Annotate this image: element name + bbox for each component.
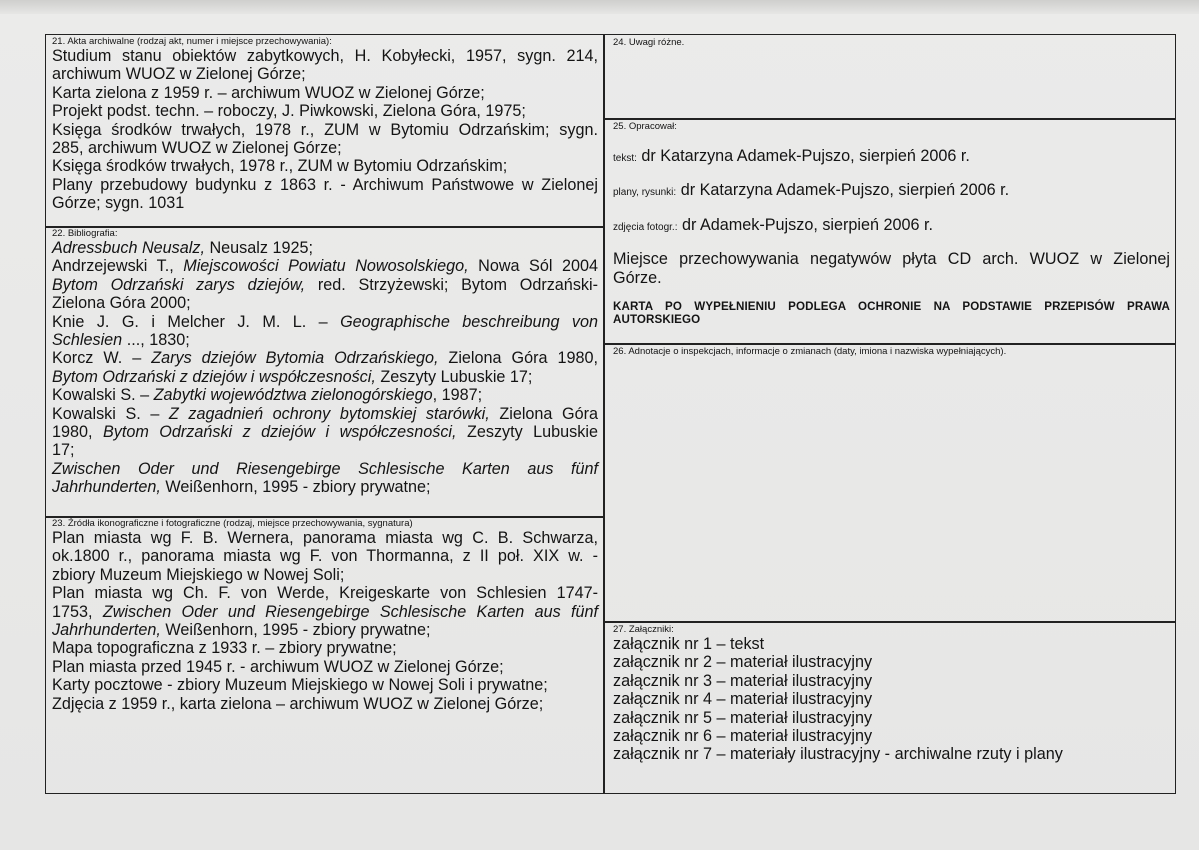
source-line: Plan miasta wg F. B. Wernera, panorama miasta wg C. B. Schwarza,	[52, 529, 598, 547]
bibliography-entry: Andrzejewski T., Miejscowości Powiatu Nowosolskiego, Nowa Sól 2004	[52, 257, 598, 276]
section-24-remarks	[613, 37, 1168, 48]
section-26-title: 26. Adnotacje o inspekcjach, informacje o zmianach (daty, imiona i nazwiska wypełniających).	[613, 346, 1007, 357]
bibliography-entry-cont: Bytom Odrzański z dziejów i współczesności, Zeszyty Lubuskie 17;	[52, 367, 533, 386]
bibliography-entry: Zwischen Oder und Riesengebirge Schlesische Karten aus fünf	[52, 459, 598, 478]
section-24-title: 24. Uwagi różne.	[613, 37, 685, 48]
archival-line: Plany przebudowy budynku z 1863 r. - Archiwum Państwowe w Zielonej	[52, 175, 598, 194]
section-23-iconographic-sources	[52, 518, 598, 713]
author-photos-label: zdjęcia fotogr.:	[613, 221, 678, 233]
section-22-body	[52, 239, 598, 497]
bibliography-entry: Kowalski S. – Z zagadnień ochrony bytomskiej starówki, Zielona Góra	[52, 404, 599, 423]
author-drawings-value: dr Katarzyna Adamek-Pujszo, sierpień 2006 r.	[680, 181, 1010, 200]
source-line: 1753, Zwischen Oder und Riesengebirge Schlesische Karten aus fünf	[52, 602, 598, 621]
attachments-list	[613, 635, 1170, 764]
author-photos-value: dr Adamek-Pujszo, sierpień 2006 r.	[681, 215, 934, 234]
section-23-title: 23. Źródła ikonograficzne i fotograficzne (rodzaj, miejsce przechowywania, sygnatura)	[52, 518, 413, 529]
attachment-item: załącznik nr 2 – materiał ilustracyjny	[613, 653, 873, 672]
bibliography-entry-cont: 1980, Bytom Odrzański z dziejów i współczesności, Zeszyty Lubuskie	[52, 423, 598, 442]
author-text-label: tekst:	[613, 153, 637, 164]
section-26-inspection-notes	[613, 346, 1170, 357]
attachment-item: załącznik nr 7 – materiały ilustracyjny - archiwalne rzuty i plany	[613, 745, 1063, 764]
bibliography-entry: Korcz W. – Zarys dziejów Bytomia Odrzańskiego, Zielona Góra 1980,	[52, 349, 598, 368]
attachment-item: załącznik nr 4 – materiał ilustracyjny	[613, 690, 873, 709]
source-line: Mapa topograficzna z 1933 r. – zbiory prywatne;	[52, 639, 397, 658]
archival-line: Księga środków trwałych, 1978 r., ZUM w Bytomiu Odrzańskim; sygn.	[52, 120, 598, 139]
archival-line: 285, archiwum WUOZ w Zielonej Górze;	[52, 139, 342, 158]
section-21-body	[52, 47, 598, 213]
section-23-body	[52, 529, 598, 713]
source-line: Karty pocztowe - zbiory Muzeum Miejskiego w Nowej Soli i prywatne;	[52, 676, 548, 695]
bibliography-entry-cont: 17;	[52, 441, 75, 460]
section-22-bibliography	[52, 228, 598, 497]
section-27-attachments	[613, 624, 1170, 764]
author-text-row	[613, 147, 1170, 168]
attachment-item: załącznik nr 5 – materiał ilustracyjny	[613, 708, 873, 727]
attachment-item: załącznik nr 1 – tekst	[613, 635, 765, 653]
bibliography-entry: Knie J. G. i Melcher J. M. L. – Geographische beschreibung von	[52, 312, 598, 331]
archival-line: archiwum WUOZ w Zielonej Górze;	[52, 65, 306, 84]
source-line: Zdjęcia z 1959 r., karta zielona – archiwum WUOZ w Zielonej Górze;	[52, 694, 544, 713]
source-line: ok.1800 r., panorama miasta wg F. von Thormanna, z II poł. XIX w. -	[52, 547, 598, 566]
section-21-archival-records	[52, 36, 598, 213]
source-line: Jahrhunderten, Weißenhorn, 1995 - zbiory prywatne;	[52, 621, 431, 640]
column-divider	[603, 34, 605, 794]
bibliography-entry: Kowalski S. – Zabytki województwa zielonogórskiego, 1987;	[52, 386, 483, 405]
bibliography-entry-cont: Schlesien ..., 1830;	[52, 331, 190, 350]
attachment-item: załącznik nr 3 – materiał ilustracyjny	[613, 671, 873, 690]
copyright-notice: KARTA PO WYPEŁNIENIU PODLEGA OCHRONIE NA PODSTAWIE PRZEPISÓW PRAWA AUTORSKIEGO	[613, 300, 1170, 326]
archival-line: Górze; sygn. 1031	[52, 194, 185, 213]
source-line: Plan miasta wg Ch. F. von Werde, Kreigeskarte von Schlesien 1747-	[52, 584, 598, 603]
section-27-title: 27. Załączniki:	[613, 624, 674, 635]
bibliography-entry-cont: Jahrhunderten, Weißenhorn, 1995 - zbiory prywatne;	[52, 478, 431, 497]
bibliography-entry: Bytom Odrzański zarys dziejów, red. Strzyżewski; Bytom Odrzański-	[52, 275, 598, 294]
divider-24-25	[603, 118, 1176, 120]
section-25-title: 25. Opracował:	[613, 121, 677, 132]
archival-line: Karta zielona z 1959 r. – archiwum WUOZ w Zielonej Górze;	[52, 83, 485, 102]
archival-line: Projekt podst. techn. – roboczy, J. Piwkowski, Zielona Góra, 1975;	[52, 102, 526, 121]
scan-edge	[0, 0, 1199, 14]
source-line: zbiory Muzeum Miejskiego w Nowej Soli;	[52, 565, 345, 584]
bibliography-entry-cont: Zielona Góra 2000;	[52, 294, 191, 313]
archival-line: Księga środków trwałych, 1978 r., ZUM w Bytomiu Odrzańskim;	[52, 157, 508, 176]
author-drawings-label: plany, rysunki:	[613, 187, 677, 199]
author-text-value: dr Katarzyna Adamek-Pujszo, sierpień 2006 r.	[641, 147, 970, 165]
section-21-title: 21. Akta archiwalne (rodzaj akt, numer i miejsce przechowywania):	[52, 36, 332, 47]
divider-25-26	[603, 343, 1176, 345]
source-line: Plan miasta przed 1945 r. - archiwum WUOZ w Zielonej Górze;	[52, 657, 504, 676]
bibliography-entry: Adressbuch Neusalz, Neusalz 1925;	[52, 239, 313, 257]
archival-line: Studium stanu obiektów zabytkowych, H. Kobyłecki, 1957, sygn. 214,	[52, 47, 598, 65]
section-22-title: 22. Bibliografia:	[52, 228, 118, 239]
section-25-prepared-by	[613, 121, 1170, 326]
negatives-storage-note: Miejsce przechowywania negatywów płyta CD arch. WUOZ w Zielonej Górze.	[613, 250, 1170, 287]
author-photos-row	[613, 216, 1170, 237]
author-drawings-row	[613, 181, 1170, 202]
divider-26-27	[603, 621, 1176, 623]
attachment-item: załącznik nr 6 – materiał ilustracyjny	[613, 727, 873, 746]
